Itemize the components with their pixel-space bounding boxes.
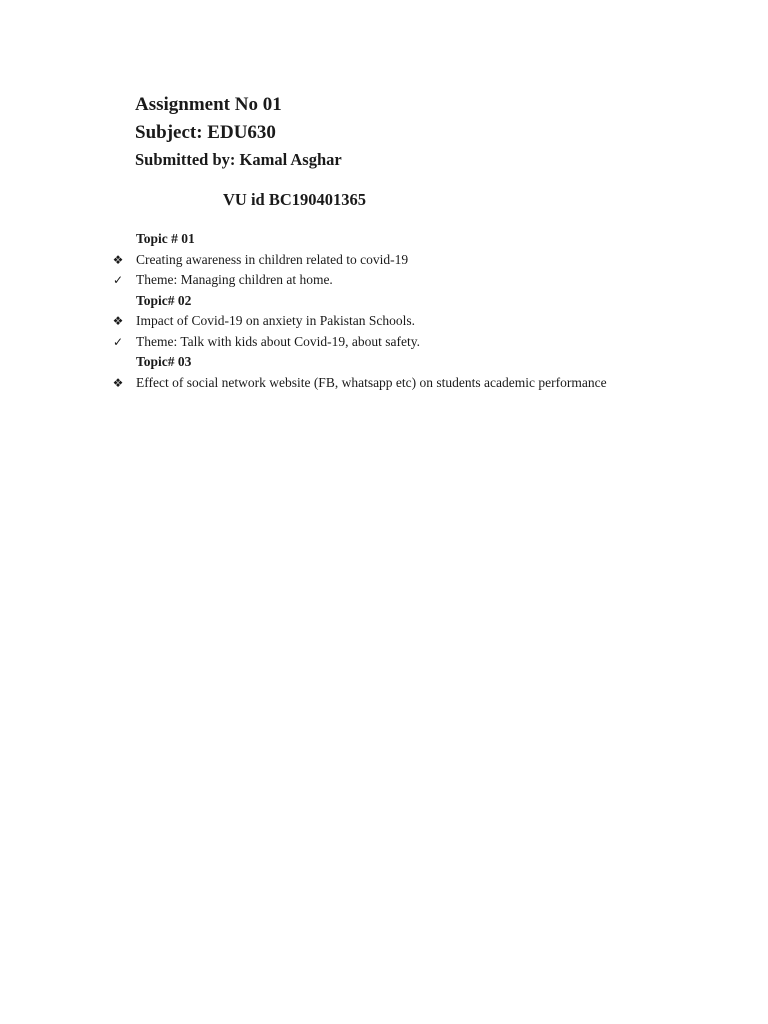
topic-title-text: Impact of Covid-19 on anxiety in Pakistan Schools. bbox=[136, 313, 415, 328]
topic-heading bbox=[108, 352, 748, 373]
checkmark-bullet-icon: ✓ bbox=[112, 334, 124, 349]
topic-title-item bbox=[108, 311, 748, 332]
diamond-bullet-icon: ❖ bbox=[112, 314, 124, 328]
topic-title-item bbox=[108, 373, 748, 394]
topic-heading-text: Topic# 02 bbox=[136, 292, 192, 308]
assignment-title: Assignment No 01 bbox=[135, 94, 282, 115]
topic-theme-item bbox=[108, 332, 748, 353]
topic-title-text: Creating awareness in children related to covid-19 bbox=[136, 251, 409, 267]
topic-heading-text: Topic# 03 bbox=[136, 354, 192, 369]
topic-heading bbox=[108, 291, 748, 312]
vu-id-line: VU id BC190401365 bbox=[223, 190, 367, 209]
topic-heading bbox=[108, 229, 748, 250]
subject-line: Subject: EDU630 bbox=[135, 122, 276, 143]
topic-heading-text: Topic # 01 bbox=[136, 231, 195, 246]
topic-theme-text: Theme: Managing children at home. bbox=[136, 272, 333, 287]
topic-theme-text: Theme: Talk with kids about Covid-19, about safety. bbox=[136, 333, 421, 349]
checkmark-bullet-icon: ✓ bbox=[112, 273, 124, 287]
diamond-bullet-icon: ❖ bbox=[112, 252, 124, 267]
topic-list bbox=[108, 229, 748, 393]
diamond-bullet-icon: ❖ bbox=[112, 375, 124, 390]
submitted-by-line: Submitted by: Kamal Asghar bbox=[135, 150, 342, 169]
topic-title-item bbox=[108, 250, 748, 271]
topic-title-text: Effect of social network website (FB, whatsapp etc) on students academic performance bbox=[136, 374, 607, 390]
topic-theme-item bbox=[108, 270, 748, 291]
